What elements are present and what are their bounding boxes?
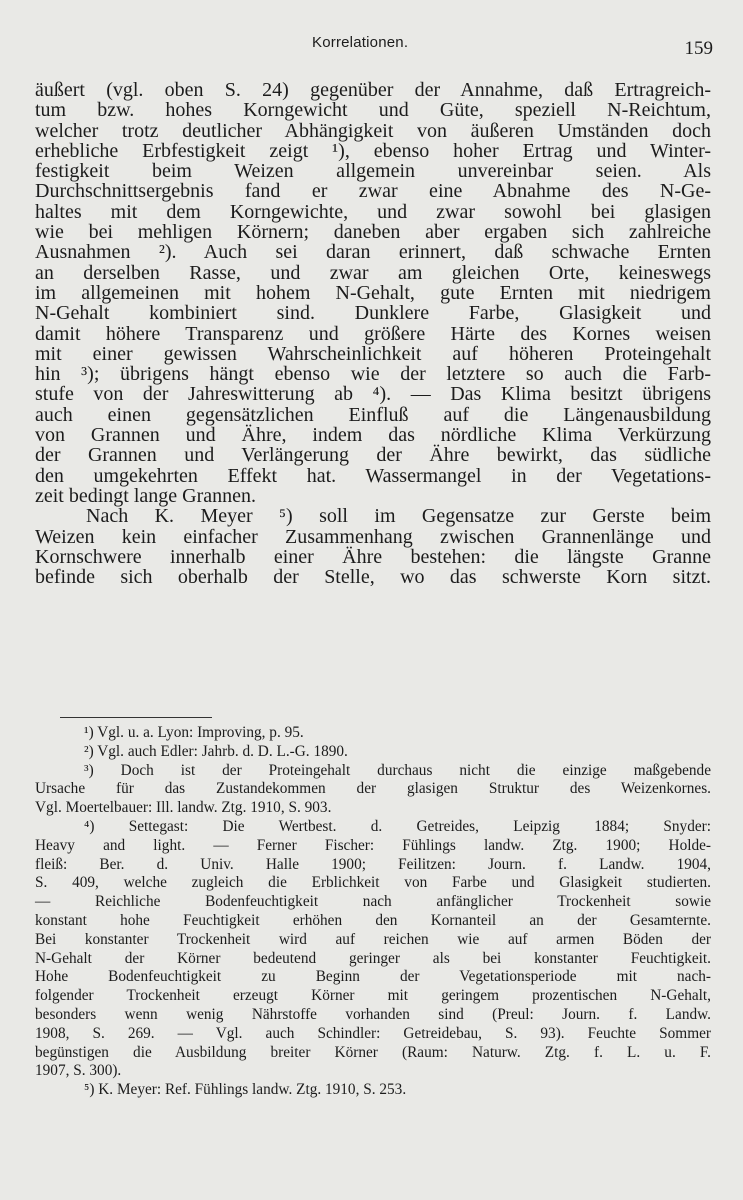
text-line: tum bzw. hohes Korngewicht und Güte, speziell N-Reichtum,	[35, 99, 711, 122]
footnote-line: besonders wenn wenig Nährstoffe vorhanden sind (Preul: Journ. f. Landw.	[35, 1005, 711, 1023]
footnote-1	[35, 724, 711, 743]
running-head: Korrelationen.	[312, 34, 409, 51]
page-header	[0, 34, 743, 58]
footnote-4	[35, 818, 711, 1081]
footnote-5	[35, 1081, 711, 1100]
text-line: den umgekehrten Effekt hat. Wassermangel in der Vegetations-	[35, 464, 711, 487]
text-line: Weizen kein einfacher Zusammenhang zwischen Grannenlänge und	[35, 525, 711, 548]
text-line: befinde sich oberhalb der Stelle, wo das schwerste Korn sitzt.	[35, 566, 711, 589]
footnote-line: Ursache für das Zustandekommen der glasigen Struktur des Weizenkornes.	[35, 780, 711, 798]
footnote-line: Bei konstanter Trockenheit wird auf reichen wie auf armen Böden der	[35, 930, 711, 948]
footnotes	[35, 724, 711, 1100]
footnote-line: folgender Trockenheit erzeugt Körner mit geringem prozentischen N-Gehalt,	[35, 987, 711, 1005]
text-line: an derselben Rasse, und zwar am gleichen Orte, keineswegs	[35, 261, 711, 284]
text-line: stufe von der Jahreswitterung ab ⁴). — Das Klima besitzt übrigens	[35, 383, 711, 406]
footnote-line: 1907, S. 300).	[35, 1062, 122, 1080]
text-line: welcher trotz deutlicher Abhängigkeit von äußeren Umständen doch	[35, 119, 711, 142]
paragraph-1	[35, 80, 711, 506]
text-line: hin ³); übrigens hängt ebenso wie der letztere so auch die Farb-	[35, 363, 711, 386]
footnote-line: Vgl. Moertelbauer: Ill. landw. Ztg. 1910, S. 903.	[35, 799, 332, 817]
text-line: damit höhere Transparenz und größere Härte des Kornes weisen	[35, 322, 711, 345]
footnote-line: N-Gehalt der Körner bedeutend geringer als bei konstanter Feuchtigkeit.	[35, 949, 711, 967]
footnote-line: Heavy and light. — Ferner Fischer: Fühlings landw. Ztg. 1900; Holde-	[35, 836, 711, 854]
text-line: auch einen gegensätzlichen Einfluß auf die Längenausbildung	[35, 403, 711, 426]
footnote-line: ³) Doch ist der Proteingehalt durchaus nicht die einzige maßgebende	[84, 761, 711, 779]
text-line: N-Gehalt kombiniert sind. Dunklere Farbe, Glasigkeit und	[35, 302, 711, 325]
paragraph-2	[35, 506, 711, 587]
footnote-line: konstant hohe Feuchtigkeit erhöhen den Kornanteil an der Gesamternte.	[35, 911, 711, 929]
text-line: von Grannen und Ähre, indem das nördliche Klima Verkürzung	[35, 424, 711, 447]
footnote-line: ¹) Vgl. u. a. Lyon: Improving, p. 95.	[84, 724, 304, 741]
footnote-line: ²) Vgl. auch Edler: Jahrb. d. D. L.-G. 1890.	[84, 742, 348, 760]
text-line: Durchschnittsergebnis fand er zwar eine Abnahme des N-Ge-	[35, 180, 711, 203]
footnote-line: ⁵) K. Meyer: Ref. Fühlings landw. Ztg. 1910, S. 253.	[84, 1081, 407, 1099]
footnote-divider	[60, 717, 212, 718]
text-line: Nach K. Meyer ⁵) soll im Gegensatze zur Gerste beim	[86, 505, 711, 528]
footnote-line: begünstigen die Ausbildung breiter Körner (Raum: Naturw. Ztg. f. L. u. F.	[35, 1043, 711, 1061]
text-line: haltes mit dem Korngewichte, und zwar sowohl bei glasigen	[35, 200, 711, 223]
text-line: im allgemeinen mit hohem N-Gehalt, gute Ernten mit niedrigem	[35, 281, 711, 304]
footnote-2	[35, 743, 711, 762]
text-line: mit einer gewissen Wahrscheinlichkeit auf höheren Proteingehalt	[35, 342, 711, 365]
page-number: 159	[684, 38, 713, 59]
text-line: äußert (vgl. oben S. 24) gegenüber der Annahme, daß Ertragreich-	[35, 79, 711, 101]
footnote-line: Hohe Bodenfeuchtigkeit zu Beginn der Vegetationsperiode mit nach-	[35, 968, 711, 986]
text-line: zeit bedingt lange Grannen.	[35, 484, 257, 507]
footnote-line: fleiß: Ber. d. Univ. Halle 1900; Feilitzen: Journ. f. Landw. 1904,	[35, 855, 711, 873]
text-line: Ausnahmen ²). Auch sei daran erinnert, daß schwache Ernten	[35, 241, 711, 264]
footnote-line: — Reichliche Bodenfeuchtigkeit nach anfänglicher Trockenheit sowie	[35, 893, 711, 911]
text-line: wie bei mehligen Körnern; daneben aber ergaben sich zahlreiche	[35, 221, 711, 244]
footnote-line: S. 409, welche zugleich die Erblichkeit von Farbe und Glasigkeit studierten.	[35, 874, 711, 892]
text-line: erhebliche Erbfestigkeit zeigt ¹), ebenso hoher Ertrag und Winter-	[35, 139, 711, 162]
footnote-3	[35, 762, 711, 818]
footnote-line: 1908, S. 269. — Vgl. auch Schindler: Getreidebau, S. 93). Feuchte Sommer	[35, 1024, 711, 1042]
footnote-line: ⁴) Settegast: Die Wertbest. d. Getreides, Leipzig 1884; Snyder:	[84, 817, 711, 835]
text-line: Kornschwere innerhalb einer Ähre bestehen: die längste Granne	[35, 545, 711, 568]
main-text	[35, 80, 711, 587]
text-line: der Grannen und Verlängerung der Ähre bewirkt, das südliche	[35, 444, 711, 467]
text-line: festigkeit beim Weizen allgemein unvereinbar seien. Als	[35, 160, 711, 183]
